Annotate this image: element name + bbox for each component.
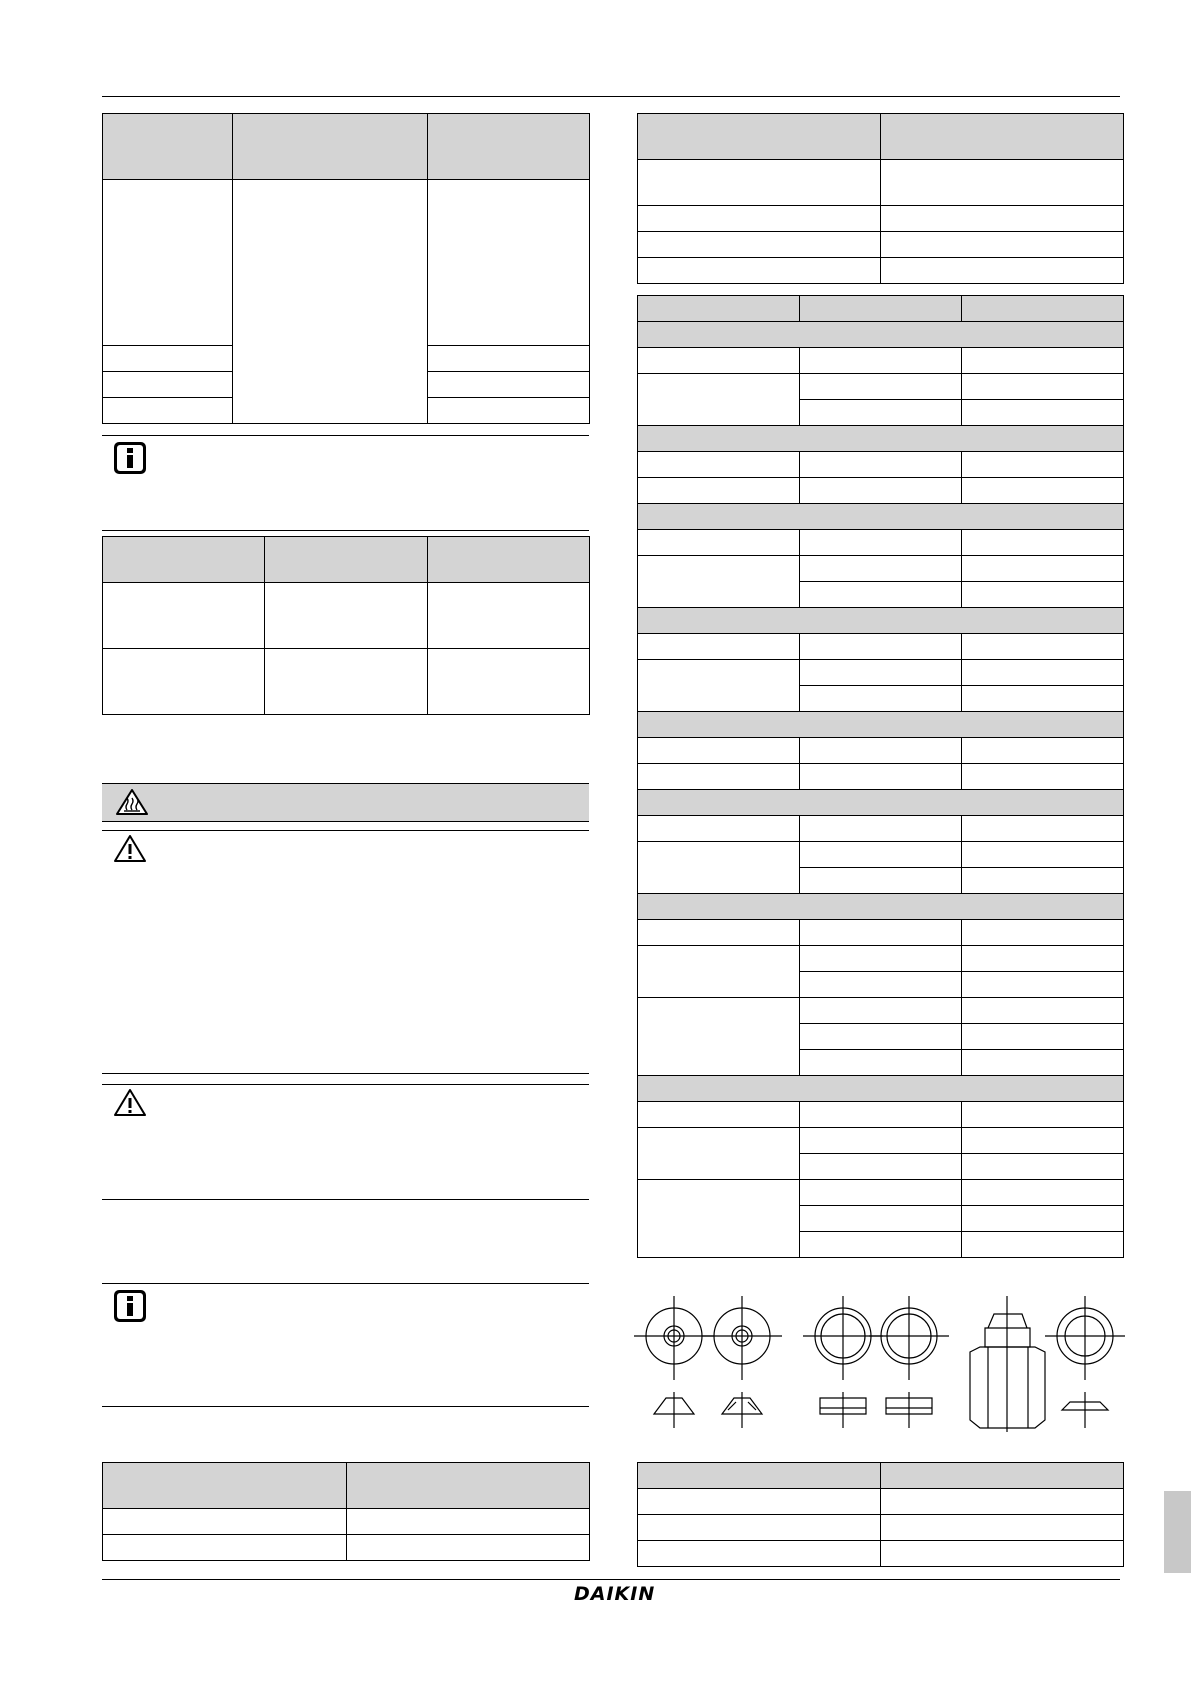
note-rule <box>102 1406 589 1407</box>
note-rule <box>102 530 589 531</box>
flare-part-6 <box>1045 1296 1125 1428</box>
brand-logo: DAIKIN <box>574 1583 656 1605</box>
info-icon <box>112 1288 148 1324</box>
note-rule <box>102 435 589 436</box>
table-left-2 <box>102 536 590 715</box>
flare-part-4 <box>869 1296 949 1428</box>
note-rule <box>102 830 589 831</box>
flare-part-2 <box>702 1296 782 1428</box>
flare-part-1 <box>634 1296 714 1428</box>
footer-rule <box>102 1579 1120 1580</box>
warning-icon <box>113 1088 147 1118</box>
flare-nut-drawings <box>630 1292 1130 1432</box>
header-rule <box>102 96 1120 97</box>
hot-surface-warning-icon <box>115 788 149 816</box>
note-rule <box>102 1283 589 1284</box>
table-left-1 <box>102 113 590 424</box>
table-right-1 <box>637 113 1124 284</box>
table-left-3 <box>102 1462 590 1561</box>
table-right-3 <box>637 1462 1124 1567</box>
flare-part-3 <box>803 1296 883 1428</box>
warning-icon <box>113 834 147 864</box>
flare-part-5 <box>970 1296 1045 1432</box>
chapter-tab <box>1164 1491 1191 1573</box>
info-icon <box>112 440 148 476</box>
note-rule <box>102 1073 589 1074</box>
note-rule <box>102 1199 589 1200</box>
hot-surface-banner <box>102 783 589 822</box>
note-rule <box>102 1084 589 1085</box>
table-right-2 <box>637 295 1124 1258</box>
